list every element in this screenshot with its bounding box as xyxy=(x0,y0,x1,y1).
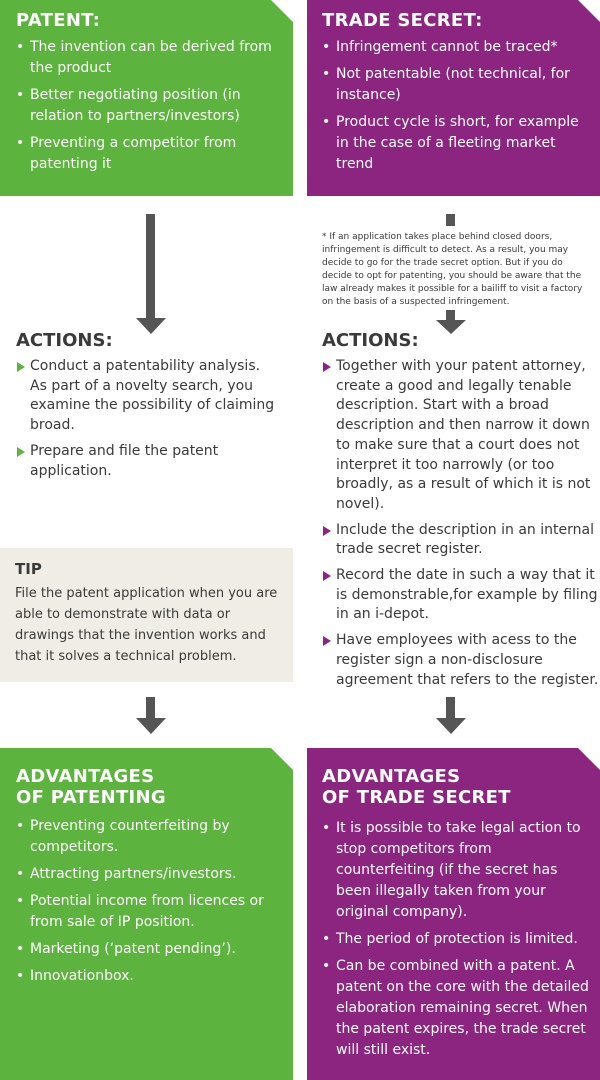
list-item: • Attracting partners/investors. xyxy=(16,864,281,885)
advantages-patent-title-2: OF PATENTING xyxy=(16,787,166,808)
list-item: • Infringement cannot be traced* xyxy=(322,37,590,58)
trade-secret-title: TRADE SECRET: xyxy=(322,10,483,31)
actions-secret-list xyxy=(322,357,600,696)
actions-patent-title: ACTIONS: xyxy=(16,330,113,351)
list-item: • Marketing (‘patent pending’). xyxy=(16,939,281,960)
list-item: • Preventing a competitor from patenting it xyxy=(16,133,279,175)
trade-secret-list xyxy=(322,37,590,175)
trade-secret-box xyxy=(307,0,600,196)
list-item: • Not patentable (not technical, for instance) xyxy=(322,64,590,106)
list-item: Prepare and file the patent application. xyxy=(16,442,278,481)
patent-list xyxy=(16,37,279,175)
advantages-patent-box xyxy=(0,748,293,1080)
tip-box xyxy=(0,548,293,682)
advantages-secret-title-1: ADVANTAGES xyxy=(322,766,461,787)
list-item: • Can be combined with a patent. A patent on the core with the detailed elaboration remaining secret. When the patent expires, the trade secret will still exist. xyxy=(322,956,590,1061)
patent-box xyxy=(0,0,293,196)
actions-secret-title: ACTIONS: xyxy=(322,330,419,351)
list-item: Include the description in an internal trade secret register. xyxy=(322,521,600,560)
list-item: Conduct a patentability analysis. As part of a novelty search, you examine the possibility of claiming broad. xyxy=(16,357,278,436)
list-item: • The invention can be derived from the product xyxy=(16,37,279,79)
list-item: • Potential income from licences or from sale of IP position. xyxy=(16,891,281,933)
list-item: Have employees with acess to the register sign a non-disclosure agreement that refers to the register. xyxy=(322,631,600,690)
actions-patent-list xyxy=(16,357,278,487)
tip-title: TIP xyxy=(15,560,42,578)
advantages-secret-box xyxy=(307,748,600,1080)
list-item: • It is possible to take legal action to stop competitors from counterfeiting (if the secret has been illegally taken from your original company). xyxy=(322,818,590,923)
patent-title: PATENT: xyxy=(16,10,101,31)
list-item: • Innovationbox. xyxy=(16,966,281,987)
list-item: • The period of protection is limited. xyxy=(322,929,590,950)
tip-text: File the patent application when you are able to demonstrate with data or drawings that the invention works and that it solves a technical problem. xyxy=(15,586,278,664)
list-item: • Preventing counterfeiting by competitors. xyxy=(16,816,281,858)
list-item: Record the date in such a way that it is demonstrable,for example by filing in an i-depot. xyxy=(322,566,600,625)
list-item: • Product cycle is short, for example in the case of a fleeting market trend xyxy=(322,112,590,175)
advantages-secret-title-2: OF TRADE SECRET xyxy=(322,787,511,808)
list-item: • Better negotiating position (in relation to partners/investors) xyxy=(16,85,279,127)
advantages-patent-list xyxy=(16,816,281,987)
advantages-patent-title-1: ADVANTAGES xyxy=(16,766,155,787)
advantages-secret-list xyxy=(322,818,590,1061)
footnote: * If an application takes place behind closed doors, infringement is difficult to detect. As a result, you may decide to go for the trade secret option. But if you do decide to opt for patenting, you should be aware that the law already makes it possible for a bailiff to visit a factory on the basis of a suspected infringement. xyxy=(322,232,583,307)
list-item: Together with your patent attorney, create a good and legally tenable description. Start with a broad description and then narrow it down to make sure that a court does not interpret it too narrowly (or too broadly, as a result of which it is not novel). xyxy=(322,357,600,515)
